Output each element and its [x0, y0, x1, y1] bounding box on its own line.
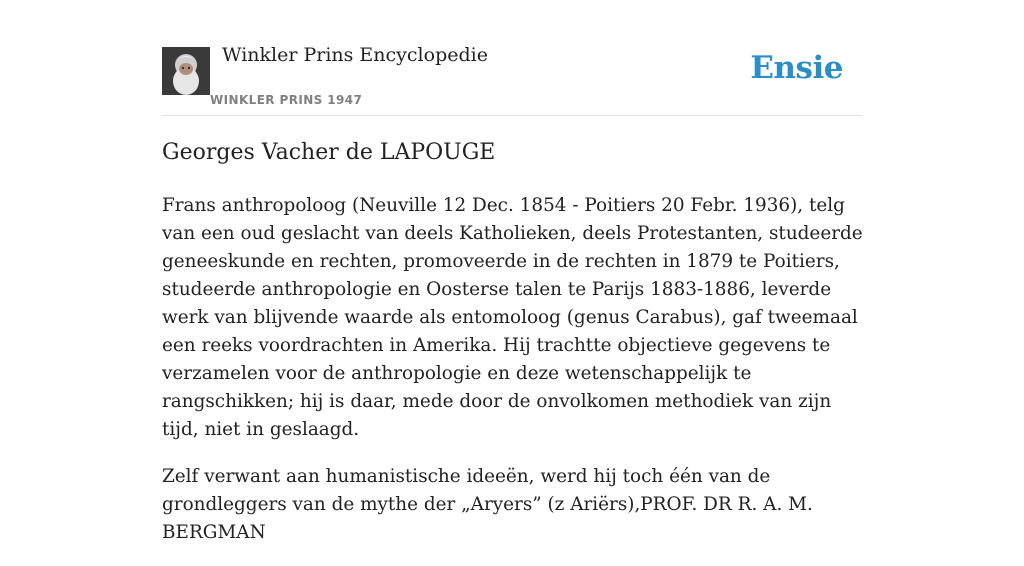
article-body	[162, 192, 867, 566]
article-paragraph: Zelf verwant aan humanistische ideeën, werd hij toch één van de grondleggers van de mythe der „Aryers” (z Ariërs),PROF. DR R. A. M. BERGMAN	[162, 466, 813, 543]
bearded-man-portrait-icon[interactable]	[162, 47, 210, 95]
brand-logo[interactable]: Ensie	[750, 50, 843, 86]
source-title[interactable]: Winkler Prins Encyclopedie	[222, 44, 488, 66]
article-title: Georges Vacher de LAPOUGE	[162, 140, 496, 165]
header-divider	[162, 115, 862, 116]
source-subtitle[interactable]: WINKLER PRINS 1947	[210, 93, 363, 107]
article-paragraph: Frans anthropoloog (Neuville 12 Dec. 1854 - Poitiers 20 Febr. 1936), telg van een oud geslacht van deels Katholieken, deels Protestanten, studeerde geneeskunde en rechten, promoveerde in de rechten in 1879 te Poitiers, studeerde anthropologie en Oosterse talen te Parijs 1883-1886, leverde werk van blijvende waarde als entomoloog (genus Carabus), gaf tweemaal een reeks voordrachten in Amerika. Hij trachtte objectieve gegevens te verzamelen voor de anthropologie en deze wetenschappelijk te rangschikken; hij is daar, mede door de onvolkomen methodiek van zijn tijd, niet in geslaagd.	[162, 195, 863, 440]
